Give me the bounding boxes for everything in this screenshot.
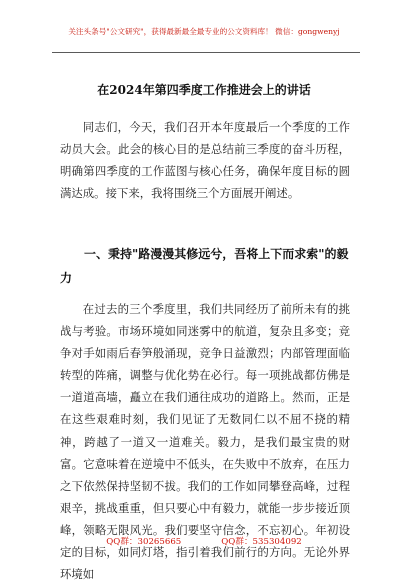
section-1-heading: 一、秉持"路漫漫其修远兮，吾将上下而求索"的毅力 [60,247,349,285]
section-1-paragraph: 在过去的三个季度里，我们共同经历了前所未有的挑战与考验。市场环境如同迷雾中的航道，复杂且多变；竞争对手如雨后春笋般涌现，竞争日益激烈；内部管理面临转型的阵痛，调整与优化势在必行。每一项挑战都仿佛是一道道高墙，矗立在我们通往成功的道路上。然而，正是在这些艰难时刻，我们见证了无数同仁以不屈不挠的精神，跨越了一道又一道难关。毅力，是我们最宝贵的财富。它意味着在逆境中不低头，在失败中不放弃，在压力之下依然保持坚韧不拔。我们的工作如同攀登高峰，过程艰辛，挑战重重，但只要心中有毅力，就能一步步接近顶峰，领略无限风光。我们要坚守信念，不忘初心。年初设定的目标，如同灯塔，指引着我们前行的方向。无论外界环境如 [60,302,350,582]
footer-qq-group-1: QQ群：30265665 [106,537,182,547]
header-promo-note: 关注头条号"公文研究"，获得最新最全最专业的公文资料库！ 微信：gongwenyj [68,27,340,36]
intro-paragraph: 同志们，今天，我们召开本年度最后一个季度的工作动员大会。此会的核心目的是总结前三季度的奋斗历程，明确第四季度的工作蓝图与核心任务，确保年度目标的圆满达成。接下来，我将围绕三个方面展开阐述。 [60,120,350,201]
footer-qq-group-2: QQ群：535304092 [221,537,302,547]
header-divider [52,52,360,53]
footer-contacts [0,536,408,548]
document-title: 在2024年第四季度工作推进会上的讲话 [97,83,311,97]
